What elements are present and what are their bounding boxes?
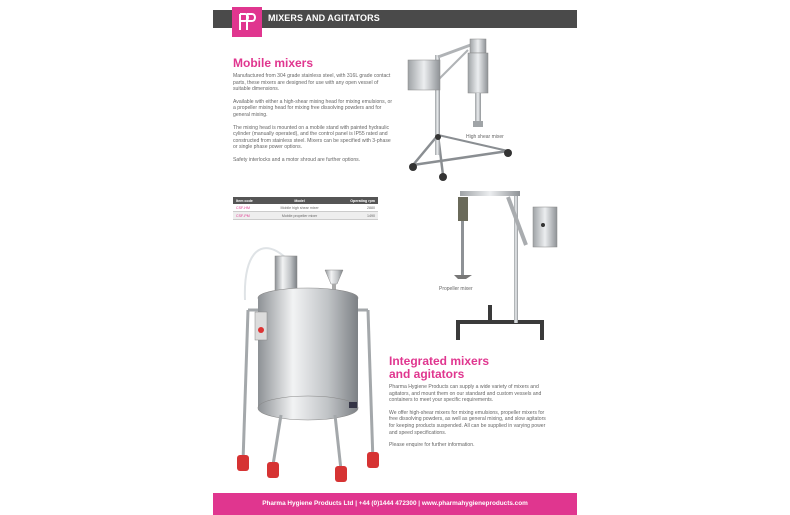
integrated-title-line2: and agitators xyxy=(389,367,465,381)
mobile-mixers-title: Mobile mixers xyxy=(233,56,314,70)
item-code: CSF-HM xyxy=(233,204,267,212)
integrated-title xyxy=(389,355,489,381)
high-shear-caption: High shear mixer xyxy=(466,134,504,140)
table-row xyxy=(233,212,378,220)
item-code: CSF-PM xyxy=(233,212,267,220)
integrated-vessel-image xyxy=(233,240,383,488)
integrated-body xyxy=(389,384,549,455)
paragraph: The mixing head is mounted on a mobile stand with painted hydraulic cylinder (manually operated), and the control panel is IP55 rated and constructed from stainless steel. Mixers can be specified with 3-phase or single phase power options. xyxy=(233,124,391,151)
table-header-row xyxy=(233,197,378,204)
table-header: Item code xyxy=(233,197,267,204)
high-shear-mixer-image xyxy=(398,35,518,187)
footer-contact: Pharma Hygiene Products Ltd | +44 (0)1444 472300 | www.pharmahygieneproducts.com xyxy=(262,500,528,507)
paragraph: Pharma Hygiene Products can supply a wide variety of mixers and agitators, and mount them on our standard and custom vessels and containers to meet your specific requirements. xyxy=(389,384,542,404)
table-header: Operating rpm xyxy=(332,197,378,204)
paragraph: Safety interlocks and a motor shroud are further options. xyxy=(233,156,361,163)
model-cell: Mobile high shear mixer xyxy=(267,204,333,212)
paragraph: Manufactured from 304 grade stainless steel, with 316L grade contact parts, these mixers are designed for use with any open vessel of suitable dimensions. xyxy=(233,73,391,93)
pp-logo-icon xyxy=(232,7,262,37)
mobile-mixers-body xyxy=(233,73,393,170)
header-title: MIXERS AND AGITATORS xyxy=(268,13,380,23)
table-row xyxy=(233,204,378,212)
table-header: Model xyxy=(267,197,333,204)
rpm-cell: 2880 xyxy=(332,204,378,212)
propeller-mixer-image xyxy=(448,185,578,345)
propeller-caption: Propeller mixer xyxy=(439,286,473,292)
spec-table xyxy=(233,197,378,220)
paragraph: Please enquire for further information. xyxy=(389,442,475,449)
integrated-title-line1: Integrated mixers xyxy=(389,354,490,368)
footer-bar xyxy=(213,493,577,515)
paragraph: We offer high-shear mixers for mixing emulsions, propeller mixers for free dissolving powders, as well as general mixing, and slow agitators for keeping products suspended. All can be supplied in varying power and speed specifications. xyxy=(389,409,546,436)
model-cell: Mobile propeller mixer xyxy=(267,212,333,220)
paragraph: Available with either a high-shear mixing head for mixing emulsions, or a propeller mixing head for mixing free dissolving powders and for general mixing. xyxy=(233,98,393,118)
rpm-cell: 1490 xyxy=(332,212,378,220)
